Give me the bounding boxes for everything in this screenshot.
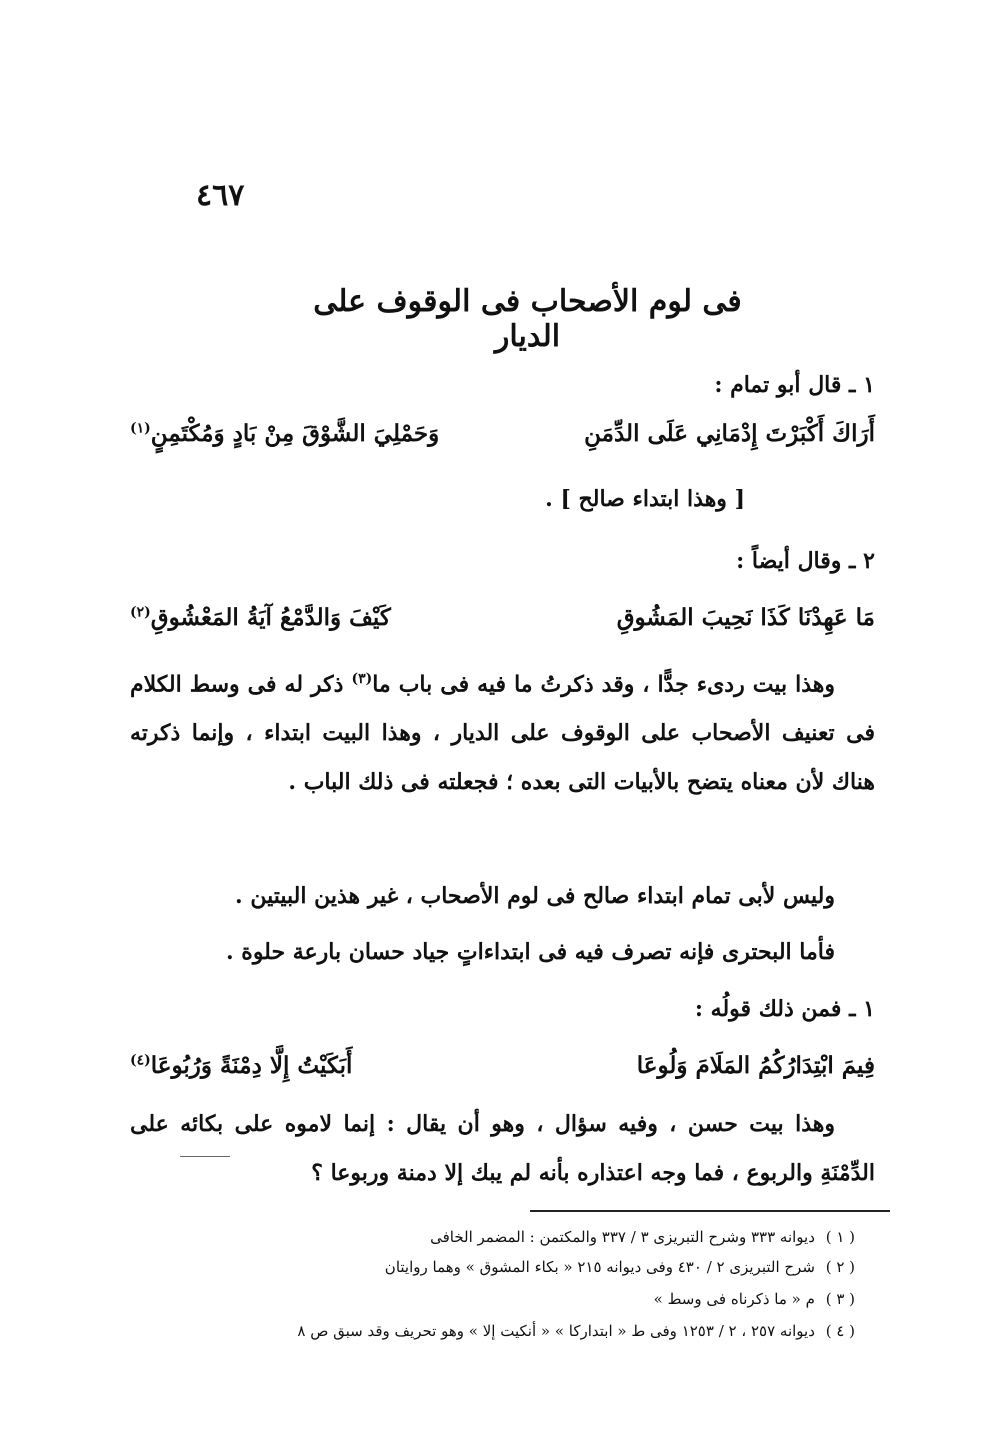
footnote-ref-3: (٣) bbox=[351, 671, 373, 687]
paragraph-bad-verse-part-1: وهذا بيت ردىء جدًّا ، وقد ذكرتُ ما فيه فى باب ما bbox=[372, 671, 835, 698]
verse-2-second-text: كَيْفَ وَالدَّمْعُ آيَةُ المَعْشُوقِ bbox=[150, 604, 391, 631]
footnote-ref-2: (٢) bbox=[130, 604, 151, 621]
paragraph-only-good-openings: وليس لأبى تمام ابتداء صالح فى لوم الأصحاب ، غير هذين البيتين . bbox=[235, 883, 835, 909]
footnote-4-text: ديوانه ٢٥٧ ، ٢ / ١٢٥٣ وفى ط « ابتداركا » « أنكيت إلا » وهو تحريف وقد سبق ص ٨ bbox=[297, 1322, 815, 1340]
verse-2-first-hemistich: مَا عَهِدْنَا كَذَا نَحِيبَ المَشُوقِ bbox=[616, 604, 875, 631]
heading-abu-tammam: ١ ـ قال أبو تمام : bbox=[714, 372, 875, 398]
footnote-separator bbox=[530, 1210, 890, 1212]
verse-3-second-hemistich bbox=[130, 1052, 352, 1079]
footnote-ref-4: (٤) bbox=[130, 1052, 151, 1069]
note-good-opening: [ وهذا ابتداء صالح ] . bbox=[545, 486, 745, 512]
footnote-3 bbox=[654, 1290, 855, 1308]
verse-3-first-hemistich: فِيمَ ابْتِدَارُكُمُ المَلَامَ وَلُوعَا bbox=[636, 1052, 875, 1079]
page-number: ٤٦٧ bbox=[196, 178, 245, 213]
margin-mark bbox=[180, 1156, 230, 1157]
paragraph-bad-verse bbox=[130, 655, 875, 807]
verse-1-second-hemistich bbox=[130, 420, 439, 447]
heading-also-said: ٢ ـ وقال أيضاً : bbox=[736, 548, 875, 574]
verse-1 bbox=[130, 420, 875, 460]
paragraph-buhturi: فأما البحترى فإنه تصرف فيه فى ابتداءاتٍ جياد حسان بارعة حلوة . bbox=[225, 939, 835, 965]
footnote-2 bbox=[385, 1258, 855, 1276]
paragraph-question: وهذا بيت حسن ، وفيه سؤال ، وهو أن يقال : إنما لاموه على بكائه على الدِّمْنَةِ والربوع ، فما وجه اعتذاره بأنه لم يبك إلا دمنة وربوعا ؟ bbox=[130, 1111, 875, 1186]
footnote-4-number: ( ٤ ) bbox=[825, 1322, 855, 1340]
chapter-title: فى لوم الأصحاب فى الوقوف على الديار bbox=[313, 284, 742, 354]
heading-from-that: ١ ـ فمن ذلك قولُه : bbox=[694, 996, 875, 1022]
footnote-3-number: ( ٣ ) bbox=[825, 1290, 855, 1308]
verse-2-second-hemistich bbox=[130, 604, 391, 631]
footnote-2-text: شرح التبريزى ٢ / ٤٣٠ وفى ديوانه ٢١٥ « بكاء المشوق » وهما روايتان bbox=[384, 1258, 815, 1276]
verse-2 bbox=[130, 604, 875, 644]
footnote-1 bbox=[430, 1228, 855, 1246]
footnote-1-text: ديوانه ٣٣٣ وشرح التبريزى ٣ / ٣٣٧ والمكتمن : المضمر الخافى bbox=[430, 1228, 815, 1246]
footnote-4 bbox=[297, 1322, 855, 1340]
verse-3 bbox=[130, 1052, 875, 1092]
verse-1-first-hemistich: أَرَاكَ أَكْبَرْتَ إِدْمَانِي عَلَى الدِّمَنِ bbox=[584, 420, 875, 447]
footnote-3-text: م « ما ذكرناه فى وسط » bbox=[653, 1290, 815, 1308]
footnote-ref-1: (١) bbox=[130, 420, 151, 437]
verse-1-second-text: وَحَمْلِيَ الشَّوْقَ مِنْ بَادٍ وَمُكْتَمِنٍ bbox=[150, 420, 440, 447]
verse-3-second-text: أَبَكَيْتُ إِلَّا دِمْنَةً وَرُبُوعَا bbox=[150, 1052, 353, 1079]
footnote-2-number: ( ٢ ) bbox=[825, 1258, 855, 1276]
paragraph-bad-verse-part-2: ذكر له فى وسط الكلام فى تعنيف الأصحاب على الوقوف على الديار ، وهذا البيت ابتداء ، وإنما ذكرته هناك لأن معناه يتضح بالأبيات التى بعده ؛ فجعلته فى ذلك الباب . bbox=[130, 671, 875, 796]
footnote-1-number: ( ١ ) bbox=[825, 1228, 855, 1246]
